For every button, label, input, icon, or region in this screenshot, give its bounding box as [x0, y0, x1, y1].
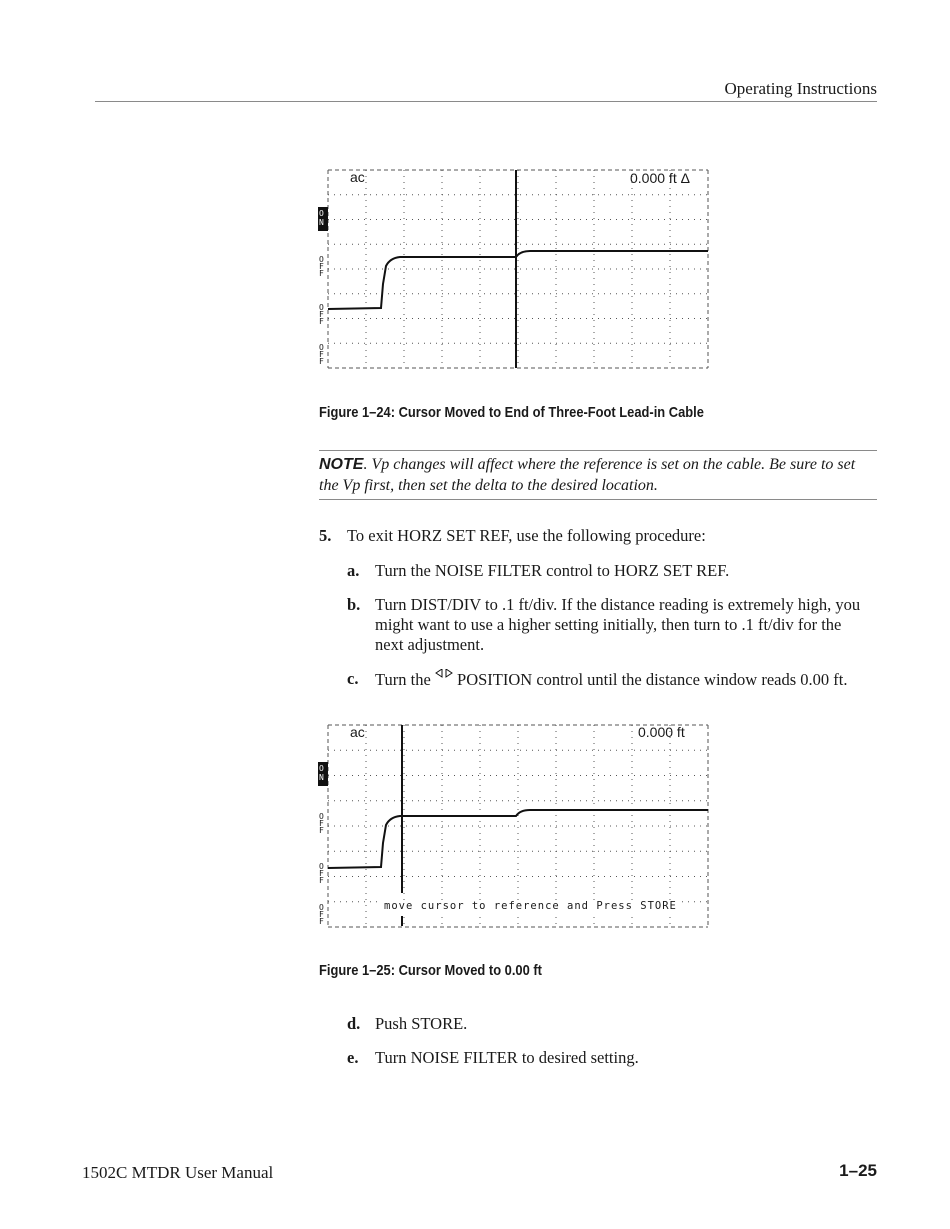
scope-display-1 [318, 166, 710, 372]
side-label-off: OFF [319, 903, 324, 926]
substep-c [347, 669, 887, 691]
header-rule [95, 101, 877, 102]
substep-text-end: POSITION control until the distance window reads 0.00 ft. [452, 670, 848, 689]
step-number: 5. [319, 526, 332, 545]
side-label-off: OFF [319, 303, 324, 326]
distance-readout: 0.000 ft [638, 724, 685, 740]
substep-text: Push STORE. [375, 1014, 468, 1033]
substep-letter: a. [347, 561, 360, 580]
scope-grid-1 [318, 166, 710, 372]
distance-readout: 0.000 ft Δ [630, 170, 690, 186]
note-box [319, 450, 877, 500]
substep-text: Turn DIST/DIV to .1 ft/div. If the distance reading is extremely high, you might want to use a higher setting initially, then turn to .1 ft/div for the next adjustment. [375, 595, 861, 654]
side-label-off: OFF [319, 255, 324, 278]
left-right-arrows-icon [435, 669, 453, 681]
side-label-on: ON [319, 209, 324, 227]
scope-mode-label: ac [350, 724, 365, 740]
step-text: To exit HORZ SET REF, use the following procedure: [347, 526, 706, 545]
substep-letter: d. [347, 1014, 361, 1033]
substep-b [347, 595, 879, 659]
side-label-off: OFF [319, 862, 324, 885]
scope-display-2 [318, 721, 710, 931]
substep-text: Turn NOISE FILTER to desired setting. [375, 1048, 639, 1067]
page-number: 1–25 [839, 1161, 877, 1180]
substep-letter: e. [347, 1048, 359, 1067]
running-header: Operating Instructions [724, 79, 877, 98]
substep-e [347, 1048, 879, 1070]
footer-manual-title: 1502C MTDR User Manual [82, 1163, 274, 1182]
substep-text [375, 669, 847, 690]
figure-caption: Figure 1–24: Cursor Moved to End of Three-Foot Lead-in Cable [319, 404, 704, 421]
scope-mode-label: ac [350, 169, 365, 185]
waveform-trace [328, 251, 708, 309]
step-5 [319, 526, 879, 548]
side-label-on: ON [319, 764, 324, 782]
substep-letter: c. [347, 669, 359, 688]
substep-a [347, 561, 879, 583]
figure-caption: Figure 1–25: Cursor Moved to 0.00 ft [319, 962, 542, 979]
side-label-off: OFF [319, 812, 324, 835]
substep-letter: b. [347, 595, 361, 614]
substep-d [347, 1014, 879, 1036]
note-text: . Vp changes will affect where the reference is set on the cable. Be sure to set the Vp first, then set the delta to the desired location. [319, 456, 856, 494]
note-label: NOTE [319, 456, 364, 473]
scope-prompt: move cursor to reference and Press STORE [384, 900, 677, 912]
substep-text-start: Turn the [375, 670, 435, 689]
substep-text: Turn the NOISE FILTER control to HORZ SET REF. [375, 561, 730, 580]
side-label-off: OFF [319, 343, 324, 366]
